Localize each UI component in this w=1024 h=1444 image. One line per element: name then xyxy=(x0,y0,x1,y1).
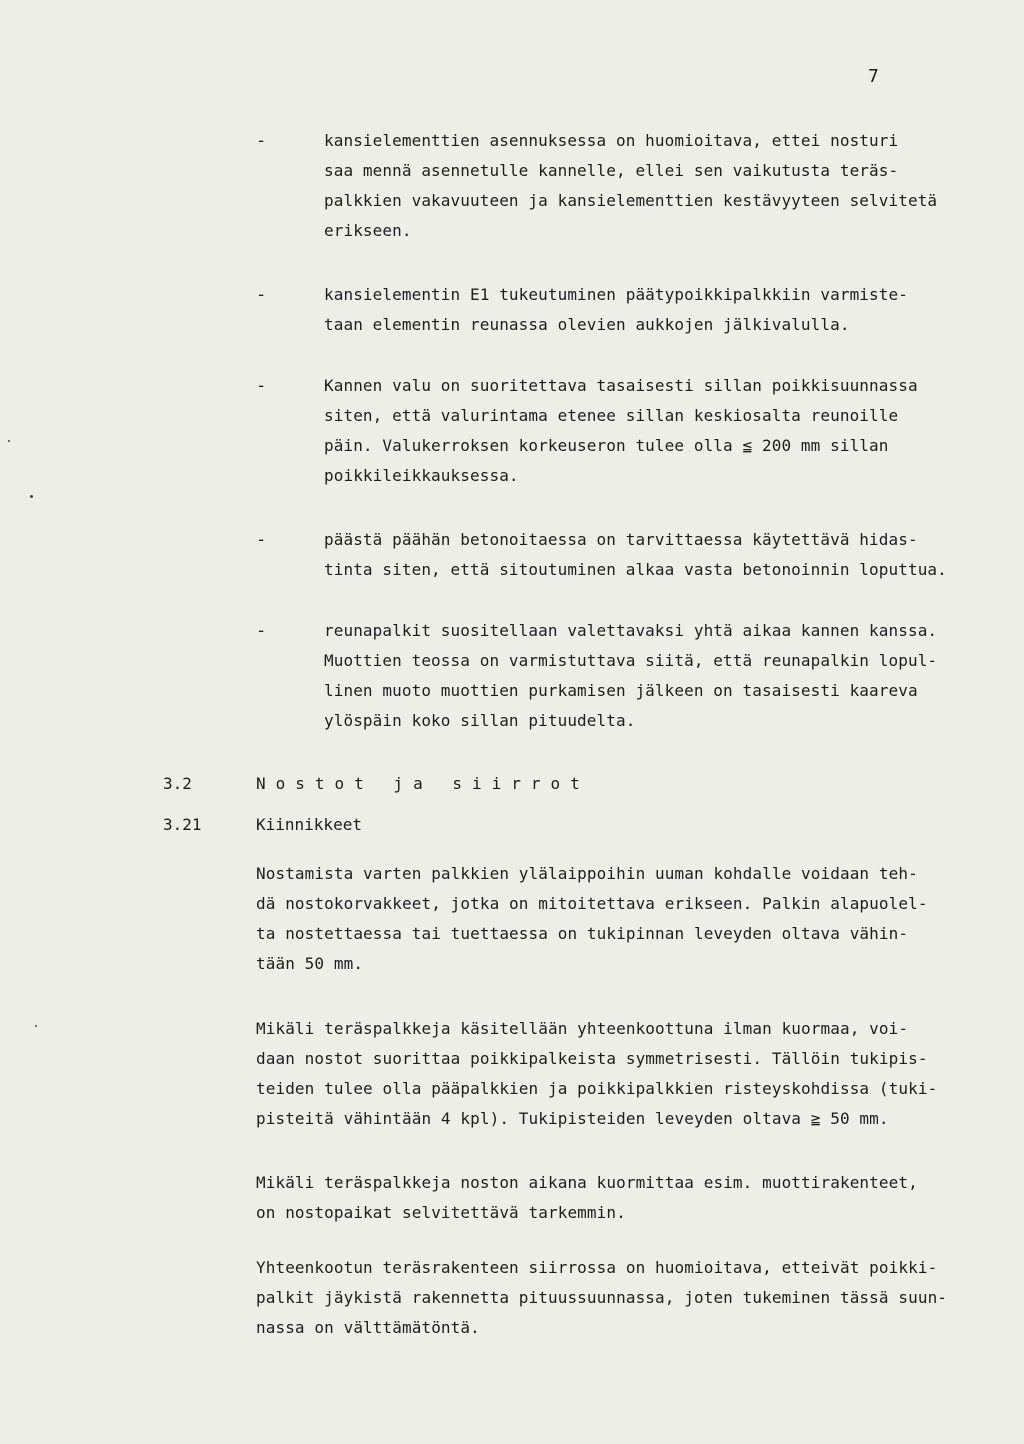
text-line: Mikäli teräspalkkeja käsitellään yhteenkoottuna ilman kuormaa, voi- xyxy=(256,1019,909,1038)
text-line: teiden tulee olla pääpalkkien ja poikkipalkkien risteyskohdissa (tuki- xyxy=(256,1079,938,1098)
text-line: Kannen valu on suoritettava tasaisesti sillan poikkisuunnassa xyxy=(324,376,918,395)
text-line: Yhteenkootun teräsrakenteen siirrossa on huomioitava, etteivät poikki- xyxy=(256,1258,938,1277)
paragraph-3 xyxy=(256,1168,996,1228)
text-line: päin. Valukerroksen korkeuseron tulee olla ≦ 200 mm sillan xyxy=(324,436,889,455)
text-line: pisteitä vähintään 4 kpl). Tukipisteiden leveyden oltava ≧ 50 mm. xyxy=(256,1109,889,1128)
text-line: taan elementin reunassa olevien aukkojen jälkivalulla. xyxy=(324,315,850,334)
paragraph-4 xyxy=(256,1253,996,1343)
bullet-dash: - xyxy=(256,376,267,396)
text-line: reunapalkit suositellaan valettavaksi yhtä aikaa kannen kanssa. xyxy=(324,621,938,640)
text-line: päästä päähän betonoitaessa on tarvittaessa käytettävä hidas- xyxy=(324,530,918,549)
text-line: Muottien teossa on varmistuttava siitä, että reunapalkin lopul- xyxy=(324,651,938,670)
text-line: kansielementtien asennuksessa on huomioitava, ettei nosturi xyxy=(324,131,899,150)
text-line: poikkileikkauksessa. xyxy=(324,466,519,485)
text-line: kansielementin E1 tukeutuminen päätypoikkipalkkiin varmiste- xyxy=(324,285,908,304)
text-line: erikseen. xyxy=(324,221,412,240)
text-line: nassa on välttämätöntä. xyxy=(256,1318,480,1337)
subsection-number: 3.21 xyxy=(163,815,202,834)
scan-speck xyxy=(35,1025,37,1027)
paragraph-1 xyxy=(256,859,996,979)
text-line: tinta siten, että sitoutuminen alkaa vasta betonoinnin loputtua. xyxy=(324,560,947,579)
subsection-title: Kiinnikkeet xyxy=(256,815,362,834)
text-line: daan nostot suorittaa poikkipalkeista symmetrisesti. Tällöin tukipis- xyxy=(256,1049,928,1068)
page-number: 7 xyxy=(868,66,879,87)
paragraph-2 xyxy=(256,1014,996,1134)
section-title: Nostot ja siirrot xyxy=(256,774,590,793)
text-line: saa mennä asennetulle kannelle, ellei sen vaikutusta teräs- xyxy=(324,161,899,180)
text-line: ylöspäin koko sillan pituudelta. xyxy=(324,711,636,730)
text-line: Nostamista varten palkkien ylälaippoihin uuman kohdalle voidaan teh- xyxy=(256,864,918,883)
text-line: tään 50 mm. xyxy=(256,954,364,973)
scan-speck xyxy=(8,440,10,442)
bullet-dash: - xyxy=(256,131,267,151)
text-line: ta nostettaessa tai tuettaessa on tukipinnan leveyden oltava vähin- xyxy=(256,924,909,943)
section-number: 3.2 xyxy=(163,774,192,793)
text-line: linen muoto muottien purkamisen jälkeen on tasaisesti kaareva xyxy=(324,681,918,700)
bullet-dash: - xyxy=(256,285,267,305)
bullet-dash: - xyxy=(256,530,267,550)
scan-speck xyxy=(30,495,33,498)
text-line: Mikäli teräspalkkeja noston aikana kuormittaa esim. muottirakenteet, xyxy=(256,1173,918,1192)
bullet-dash: - xyxy=(256,621,267,641)
text-line: on nostopaikat selvitettävä tarkemmin. xyxy=(256,1203,626,1222)
text-line: palkkien vakavuuteen ja kansielementtien kestävyyteen selvitetä xyxy=(324,191,938,210)
text-line: palkit jäykistä rakennetta pituussuunnassa, joten tukeminen tässä suun- xyxy=(256,1288,948,1307)
text-line: dä nostokorvakkeet, jotka on mitoitettava erikseen. Palkin alapuolel- xyxy=(256,894,928,913)
text-line: siten, että valurintama etenee sillan keskiosalta reunoille xyxy=(324,406,899,425)
